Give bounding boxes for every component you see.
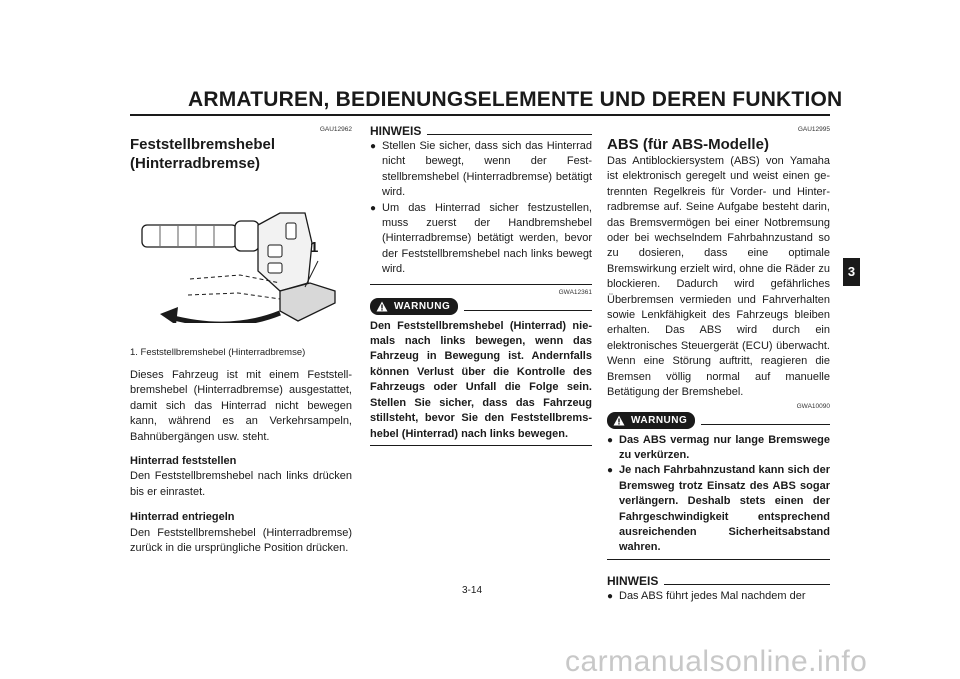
- handlebar-illustration: [130, 183, 352, 323]
- page-number: 3-14: [462, 585, 483, 596]
- lock-text: Den Feststellbremshebel nach links drücken bis er einrastet.: [130, 470, 352, 498]
- warning-end-rule: [607, 559, 830, 561]
- figure-caption: 1. Feststellbremshebel (Hinterradbremse): [130, 347, 306, 358]
- warning-triangle-icon: [613, 415, 625, 426]
- warning-rule: [701, 424, 830, 425]
- section-code: GAU12995: [797, 126, 830, 133]
- warning-triangle-icon: [376, 301, 388, 312]
- section-rule: [370, 284, 592, 285]
- watermark: carmanualsonline.info: [565, 645, 868, 678]
- hinweis-label: HINWEIS: [370, 124, 422, 138]
- warning-code: GWA10090: [796, 402, 830, 410]
- bullet-icon: ●: [607, 465, 614, 477]
- warning-heading: [607, 412, 830, 429]
- warning-heading: [370, 298, 592, 315]
- bullet-icon: ●: [607, 434, 614, 446]
- bullet-icon: ●: [370, 141, 377, 152]
- warning-text: Den Feststellbremshebel (Hinterrad) niemals nach links bewegen, wenn das Fahrzeug in Bewegung ist. Andernfalls können Verlust über die Kontrolle des Fahrzeugs oder Unfall die Folge sein. Stellen Sie sicher, dass das Fahrzeug stillsteht, bevor Sie den Feststellbremshebel (Hinterrad) nach links bewegen.: [370, 319, 592, 440]
- figure-callout-1: 1: [310, 239, 319, 256]
- bullet-icon: ●: [607, 591, 614, 603]
- warning-badge: [370, 298, 458, 315]
- unlock-heading: Hinterrad entriegeln: [130, 511, 235, 524]
- hinweis-heading: [607, 574, 830, 588]
- warning-code: GWA12361: [558, 288, 592, 296]
- column-1: [130, 126, 352, 556]
- hinweis-bullet: ● Stellen Sie sicher, dass sich das Hinterrad nicht bewegt, wenn der Feststellbremshebel (Hinterradbremse) betätigt wird.: [370, 139, 592, 201]
- warning-end-rule: [370, 445, 592, 447]
- intro-paragraph: Dieses Fahrzeug ist mit einem Feststellbremshebel (Hinterradbremse) ausgestattet, damit sich das Hinterrad nicht bewegen kann, während es an Verkehrsampeln, Bahnübergängen usw. steht.: [130, 369, 352, 443]
- bullet-icon: ●: [370, 202, 377, 214]
- chapter-tab: 3: [843, 258, 860, 286]
- section-code: GAU12962: [319, 126, 352, 133]
- section-heading: Feststellbremshebel (Hinterradbremse): [130, 136, 276, 172]
- hinweis-bullet: ● Das ABS führt jedes Mal nachdem der: [607, 589, 830, 604]
- warning-label: WARNUNG: [631, 414, 688, 426]
- abs-paragraph: Das Antiblockiersystem (ABS) von Yamaha ist elektronisch geregelt und weist einen getrennten Regelkreis für Vorder- und Hinterradbremse auf. Seine Aufgabe besteht darin, das Bremsvermögen bei einer Notbremsung oder bei wechselndem Fahrbahnzustand so zu dosieren, dass eine optimale Bremswirkung erzielt wird, ohne die Räder zu blockieren. Dadurch wird gefährliches Überbremsen vermieden und Fahrverhalten sowie Lenkfähigkeit des Fahrzeugs bleiben erhalten. Das ABS wird durch ein elektronisches Steuergerät (ECU) überwacht. Wenn eine Störung auftritt, reagieren die Bremsen völlig normal auf manuelle Betätigung der Bremshebel.: [607, 155, 830, 399]
- header-rule: [130, 114, 830, 116]
- page-header-title: ARMATUREN, BEDIENUNGSELEMENTE UND DEREN FUNKTION: [188, 88, 843, 111]
- warning-rule: [464, 310, 592, 311]
- figure-parking-brake: [130, 183, 352, 323]
- hinweis-heading: [370, 124, 592, 138]
- column-2: [370, 124, 592, 446]
- hinweis-bullet: ● Um das Hinterrad sicher festzustellen, muss zuerst der Handbremshebel (Hinterradbremse) betätigt werden, bevor der Feststellbremshebel nach links bewegt wird.: [370, 201, 592, 278]
- column-3: [607, 126, 830, 605]
- warning-bullet: ● Je nach Fahrbahnzustand kann sich der Bremsweg trotz Einsatz des ABS sogar verlängern. Deshalb stets einen der Fahrgeschwindigkeit entsprechend ausreichenden Sicherheitsabstand wahren.: [607, 463, 830, 555]
- hinweis-rule: [427, 134, 592, 135]
- section-heading: ABS (für ABS-Modelle): [607, 136, 769, 153]
- lock-heading: Hinterrad feststellen: [130, 455, 237, 468]
- hinweis-rule: [664, 584, 830, 585]
- warning-label: WARNUNG: [394, 300, 451, 312]
- warning-bullet: ● Das ABS vermag nur lange Bremswege zu verkürzen.: [607, 433, 830, 464]
- hinweis-label: HINWEIS: [607, 574, 659, 589]
- unlock-text: Den Feststellbremshebel (Hinterradbremse) zurück in die ursprüngliche Position drücken.: [130, 526, 352, 555]
- warning-badge: [607, 412, 695, 429]
